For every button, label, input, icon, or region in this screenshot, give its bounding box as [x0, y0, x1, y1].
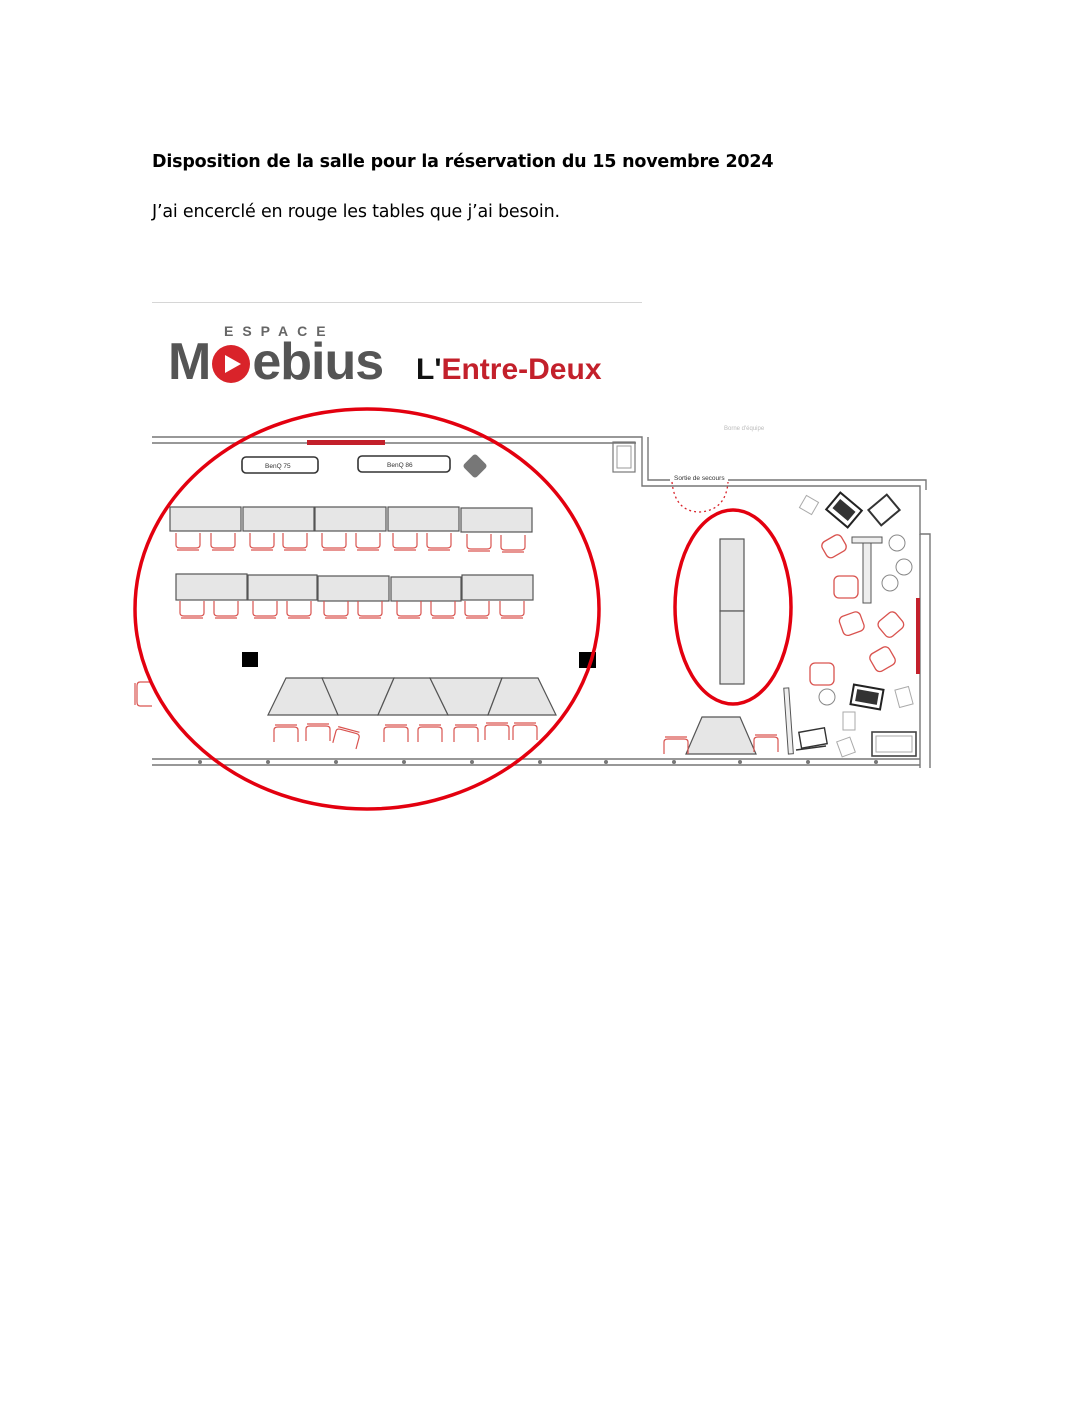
lounge-tv-1 [826, 493, 862, 528]
lounge-small-box-2 [895, 686, 913, 707]
speaker-device [462, 453, 487, 478]
chairs-row-1 [176, 533, 525, 552]
logo-moebius-rest: ebius [252, 333, 384, 391]
wall-posts [198, 760, 878, 764]
logo-entre-l: L' [416, 353, 442, 386]
room-walls [152, 437, 930, 768]
lounge-partition [784, 688, 794, 754]
pillar-left [242, 652, 258, 667]
top-note-label: Borne d'équipe [724, 426, 765, 432]
lounge-small-box-1 [799, 495, 818, 514]
lounge-tv-3 [850, 685, 883, 710]
document-title: Disposition de la salle pour la réservation du 15 novembre 2024 [152, 152, 774, 172]
table-row-2 [176, 574, 533, 601]
logo-moebius-m: M [168, 333, 211, 391]
logo-entre-rest: Entre-Deux [441, 353, 602, 386]
lounge-chairs [810, 533, 906, 685]
table-row-1 [170, 507, 532, 532]
red-wall-strip-right [916, 598, 920, 674]
screen-benq-86-label: BenQ 86 [387, 462, 413, 469]
chairs-row-3 [274, 723, 537, 749]
emergency-exit-label: Sortie de secours [674, 475, 725, 482]
lounge-small-box-4 [837, 737, 856, 757]
door-inner [617, 446, 631, 468]
logo-espace: ESPACE [224, 323, 335, 339]
lounge-shelf-top [852, 537, 882, 543]
chair-middle-left [664, 737, 688, 754]
red-wall-strip-top [307, 440, 385, 445]
lounge-small-box-3 [843, 712, 855, 730]
lounge-shelf [863, 537, 871, 603]
chair-left-edge [135, 682, 152, 706]
screen-benq-75-label: BenQ 75 [265, 463, 291, 470]
middle-tables [686, 539, 756, 754]
chair-middle-right [754, 735, 778, 752]
lounge-tv-2 [868, 495, 899, 526]
trapezoid-tables [268, 678, 556, 715]
document-subtitle: J’ai encerclé en rouge les tables que j’ai besoin. [152, 202, 560, 222]
laptop-icon [796, 728, 827, 750]
chairs-row-2 [180, 601, 524, 618]
